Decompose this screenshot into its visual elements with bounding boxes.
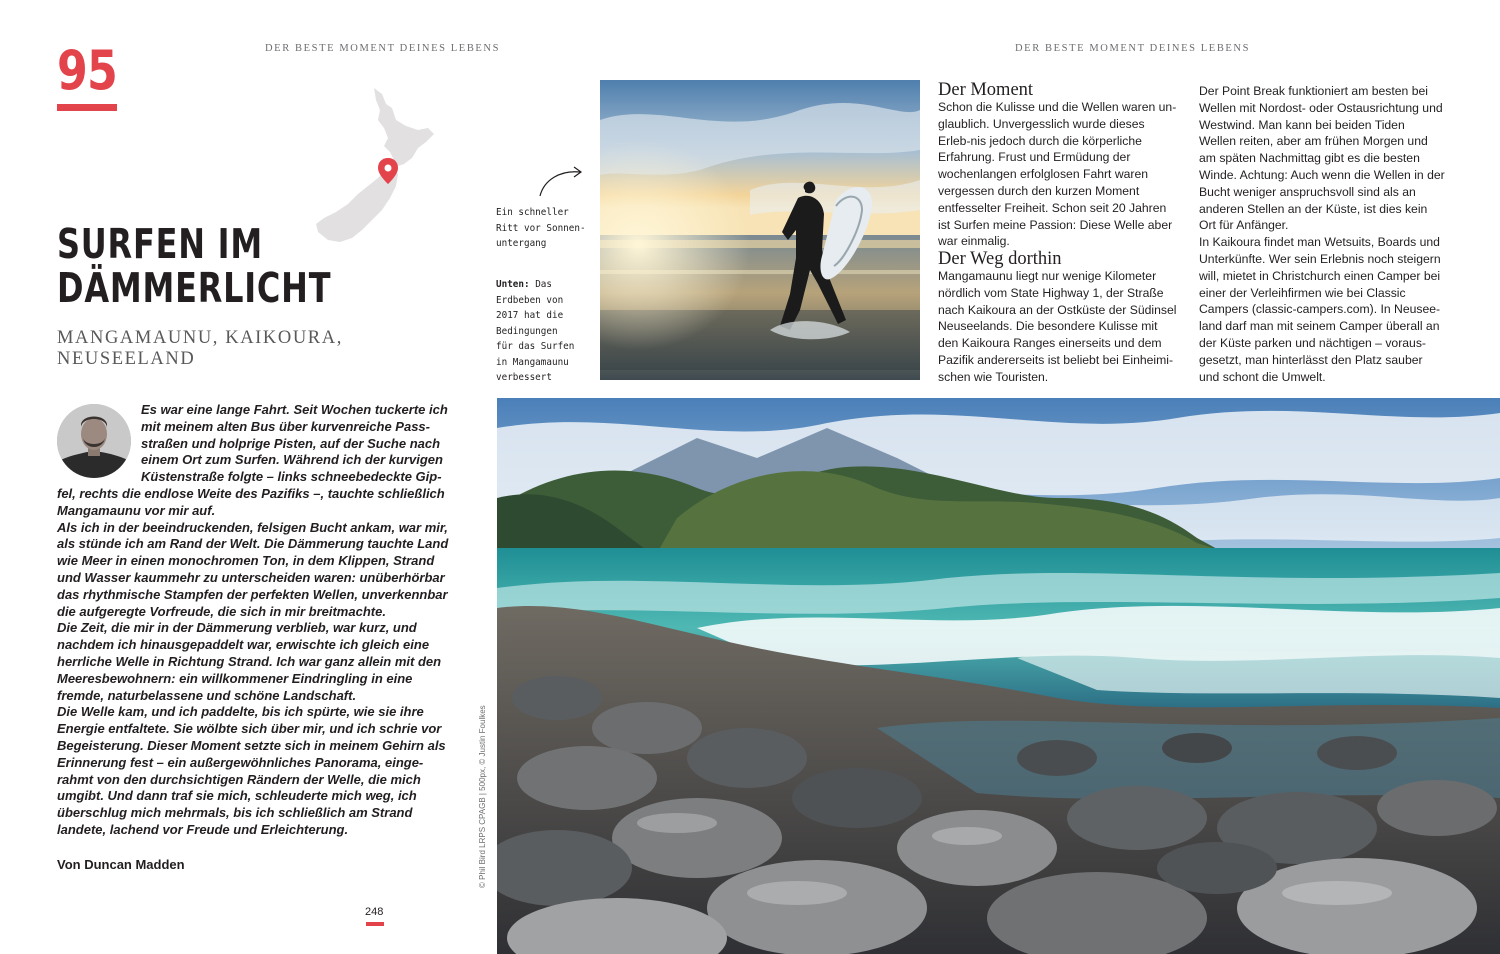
- running-head-right: DER BESTE MOMENT DEINES LEBENS: [1015, 43, 1251, 54]
- running-head-left: DER BESTE MOMENT DEINES LEBENS: [265, 43, 501, 54]
- byline: Von Duncan Madden: [57, 857, 185, 872]
- intro-paragraph: Die Welle kam, und ich paddelte, bis ich spürte, wie sie ihre Energie entfaltete. Sie wölbte sich über mir, und ich schrie vor Begeisterung. Dieser Moment setzte sich in meinem Gehirn als Erinnerung fest – ein außergewöhnliches Panorama, einge-rahmt von den durchsichtigen Rändern der Welle, die mich umgibt. Und dann traf sie mich, schleuderte mich weg, ich überschlug mich mehrmals, bis ich schließlich am Strand landete, lachend vor Freude und Erleichterung.: [57, 704, 446, 837]
- page-number-bar: [366, 922, 384, 926]
- section-way-text: Mangamaunu liegt nur wenige Kilometer nördlich vom State Highway 1, der Straße nach Kaikoura an der Ostküste der Südinsel Neuseelands. Die besondere Kulisse mit den Kaikoura Ranges einerseits und dem Pazifik andererseits ist beliebt bei Einheimi-schen wie Touristen.: [938, 269, 1177, 384]
- page-number: 248: [365, 906, 384, 918]
- intro-paragraph: Die Zeit, die mir in der Dämmerung verblieb, war kurz, und nachdem ich hinausgepaddelt war, erwischte ich gleich eine herrliche Welle in Richtung Strand. Ich war ganz allein mit den Meeresbewohnern: ein willkommener Eindringling in eine fremde, naturbelassene und schöne Landschaft.: [57, 620, 442, 703]
- section-way-heading: Der Weg dorthin: [938, 249, 1062, 269]
- entry-number-underline: [57, 104, 117, 111]
- caption-bottom-text: Das Erdbeben von 2017 hat die Bedingungen für das Surfen in Mangamaunu verbessert: [496, 279, 575, 383]
- coast-photo: [497, 398, 1500, 954]
- tips-paragraph: In Kaikoura findet man Wetsuits, Boards und Unterkünfte. Wer sein Erlebnis noch steigern will, mietet in Christchurch einen Camper bei einer der Verleihfirmen wie bei Classic Campers (classic-campers.com). In Neusee-land darf man mit seinem Camper überall an der Küste parken und nächtigen – voraus-gesetzt, man hinterlässt den Platz sauber und schont die Umwelt.: [1199, 235, 1441, 384]
- caption-bottom-label: Unten:: [496, 279, 530, 290]
- intro-paragraph: Als ich in der beeindruckenden, felsigen Bucht ankam, war mir, als stünde ich am Rand der Welt. Die Dämmerung tauchte Land wie Meer in einen monochromen Ton, in dem Klippen, Strand und Wasser kaummehr zu unterscheiden waren: unüberhörbar das rhythmische Stampfen der perfekten Wellen, unverkennbar die aufgeregte Vorfreude, die sich in mir breitmachte.: [57, 519, 449, 619]
- photo-credit: © Phil Bird LRPS CPAGB | 500px, © Justin Foulkes: [478, 705, 487, 888]
- section-moment-heading: Der Moment: [938, 80, 1034, 100]
- intro-text: [57, 402, 452, 839]
- intro-paragraph: Es war eine lange Fahrt. Seit Wochen tuckerte ich mit meinem alten Bus über kurvenreiche Pass-straßen und holprige Pisten, auf der Suche nach einem Ort zum Surfen. Während ich der kurvigen Küstenstraße folgte – links schneebedeckte Gip-fel, rechts die endlose Weite des Pazifiks –, tauchte schließlich Mangamaunu vor mir auf.: [57, 402, 448, 518]
- section-moment-text: Schon die Kulisse und die Wellen waren un-glaublich. Unvergesslich wurde dieses Erleb-nis jedoch durch die körperliche Erfahrung. Frust und Ermüdung der wochenlangen erfolglosen Fahrt waren vergessen durch den kurzen Moment entfesselter Freiheit. Schon seit 20 Jahren ist Surfen meine Passion: Diese Welle aber war einmalig.: [938, 100, 1177, 249]
- tips-paragraph: Der Point Break funktioniert am besten bei Wellen mit Nordost- oder Ostausrichtung und Westwind. Man kann bei beiden Tiden Wellen reiten, aber am frühen Morgen und am späten Nachmittag gibt es die besten Winde. Achtung: Auch wenn die Wellen in der Bucht weniger anspruchsvoll sind als an anderen Stellen an der Küste, ist dies kein Ort für Anfänger.: [1199, 84, 1445, 233]
- page-title: SURFEN IM DÄMMERLICHT: [57, 220, 332, 312]
- caption-top: Ein schneller Ritt vor Sonnen- untergang: [496, 207, 586, 249]
- arrow-icon: [536, 164, 586, 200]
- location-subtitle: MANGAMAUNU, KAIKOURA, NEUSEELAND: [57, 328, 343, 369]
- caption-bottom: [496, 277, 591, 386]
- section-tips: [1199, 83, 1445, 385]
- entry-number: 95: [57, 39, 117, 102]
- surfer-photo: [600, 80, 920, 380]
